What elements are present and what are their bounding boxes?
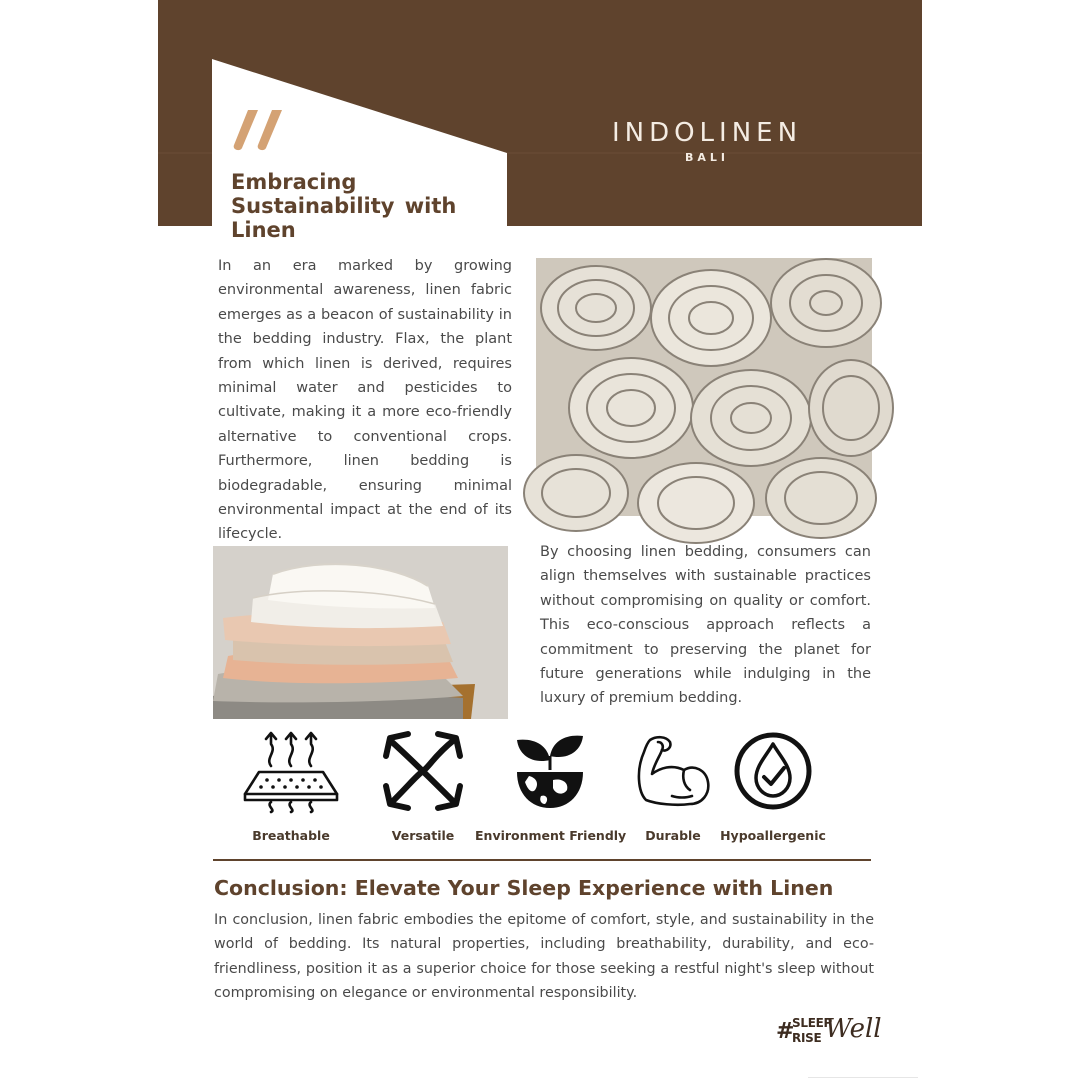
breathable-icon <box>241 730 341 812</box>
feature-environment <box>475 730 625 843</box>
feature-label-versatile: Versatile <box>391 828 455 843</box>
drop-check-icon <box>732 730 814 812</box>
consumer-paragraph: By choosing linen bedding, consumers can align themselves with sustainable practices without compromising on quality or comfort. This eco-conscious approach reflects a commitment to preserving the planet for future generations while indulging in the luxury of premium bedding. <box>540 544 871 707</box>
feature-label-durable: Durable <box>645 828 701 843</box>
feature-label-hypoallergenic: Hypoallergenic <box>720 828 826 843</box>
hashtag-script-well: Well <box>825 1014 882 1044</box>
plant-globe-icon <box>509 730 591 812</box>
brand-location: BALI <box>685 151 729 164</box>
hashtag-line-sleep: SLEEP <box>792 1016 832 1030</box>
conclusion-title: Conclusion: Elevate Your Sleep Experience with Linen <box>214 876 834 900</box>
folded-linen-photo <box>213 546 508 719</box>
brand-name: INDOLINEN <box>611 118 803 148</box>
brand-logo <box>598 118 816 164</box>
feature-label-breathable: Breathable <box>252 828 330 843</box>
flyer-page <box>158 0 922 1080</box>
bottom-rule <box>808 1077 918 1078</box>
flexed-arm-icon <box>632 730 714 812</box>
feature-icons-row <box>213 730 871 850</box>
article-title: Embracing Sustainability with Linen <box>231 170 457 242</box>
section-divider <box>213 859 871 861</box>
versatile-arrows-icon <box>382 730 464 812</box>
hash-symbol: # <box>776 1019 795 1044</box>
linen-rolls-photo <box>536 258 872 516</box>
feature-durable <box>629 730 717 843</box>
header-banner <box>158 0 922 242</box>
feature-breathable <box>235 730 347 843</box>
intro-paragraph: In an era marked by growing environmental awareness, linen fabric emerges as a beacon of sustainability in the bedding industry. Flax, the plant from which linen is derived, requires minimal water and pesticides to cultivate, making it a more eco-friendly alternative to conventional crops. Furthermore, linen bedding is biodegradable, ensuring minimal environmental impact at the end of its lifecycle. <box>218 258 512 543</box>
hashtag-logo <box>776 1010 882 1050</box>
conclusion-paragraph: In conclusion, linen fabric embodies the epitome of comfort, style, and sustainability in the world of bedding. Its natural properties, including breathability, durability, and eco-friendliness, position it as a superior choice for those seeking a restful night's sleep without compromising on elegance or environmental responsibility. <box>214 912 874 1002</box>
quote-mark-icon <box>230 108 290 154</box>
feature-label-environment: Environment Friendly <box>475 828 627 843</box>
feature-versatile <box>365 730 481 843</box>
feature-hypoallergenic <box>718 730 828 843</box>
hashtag-line-rise: RISE <box>792 1031 822 1045</box>
